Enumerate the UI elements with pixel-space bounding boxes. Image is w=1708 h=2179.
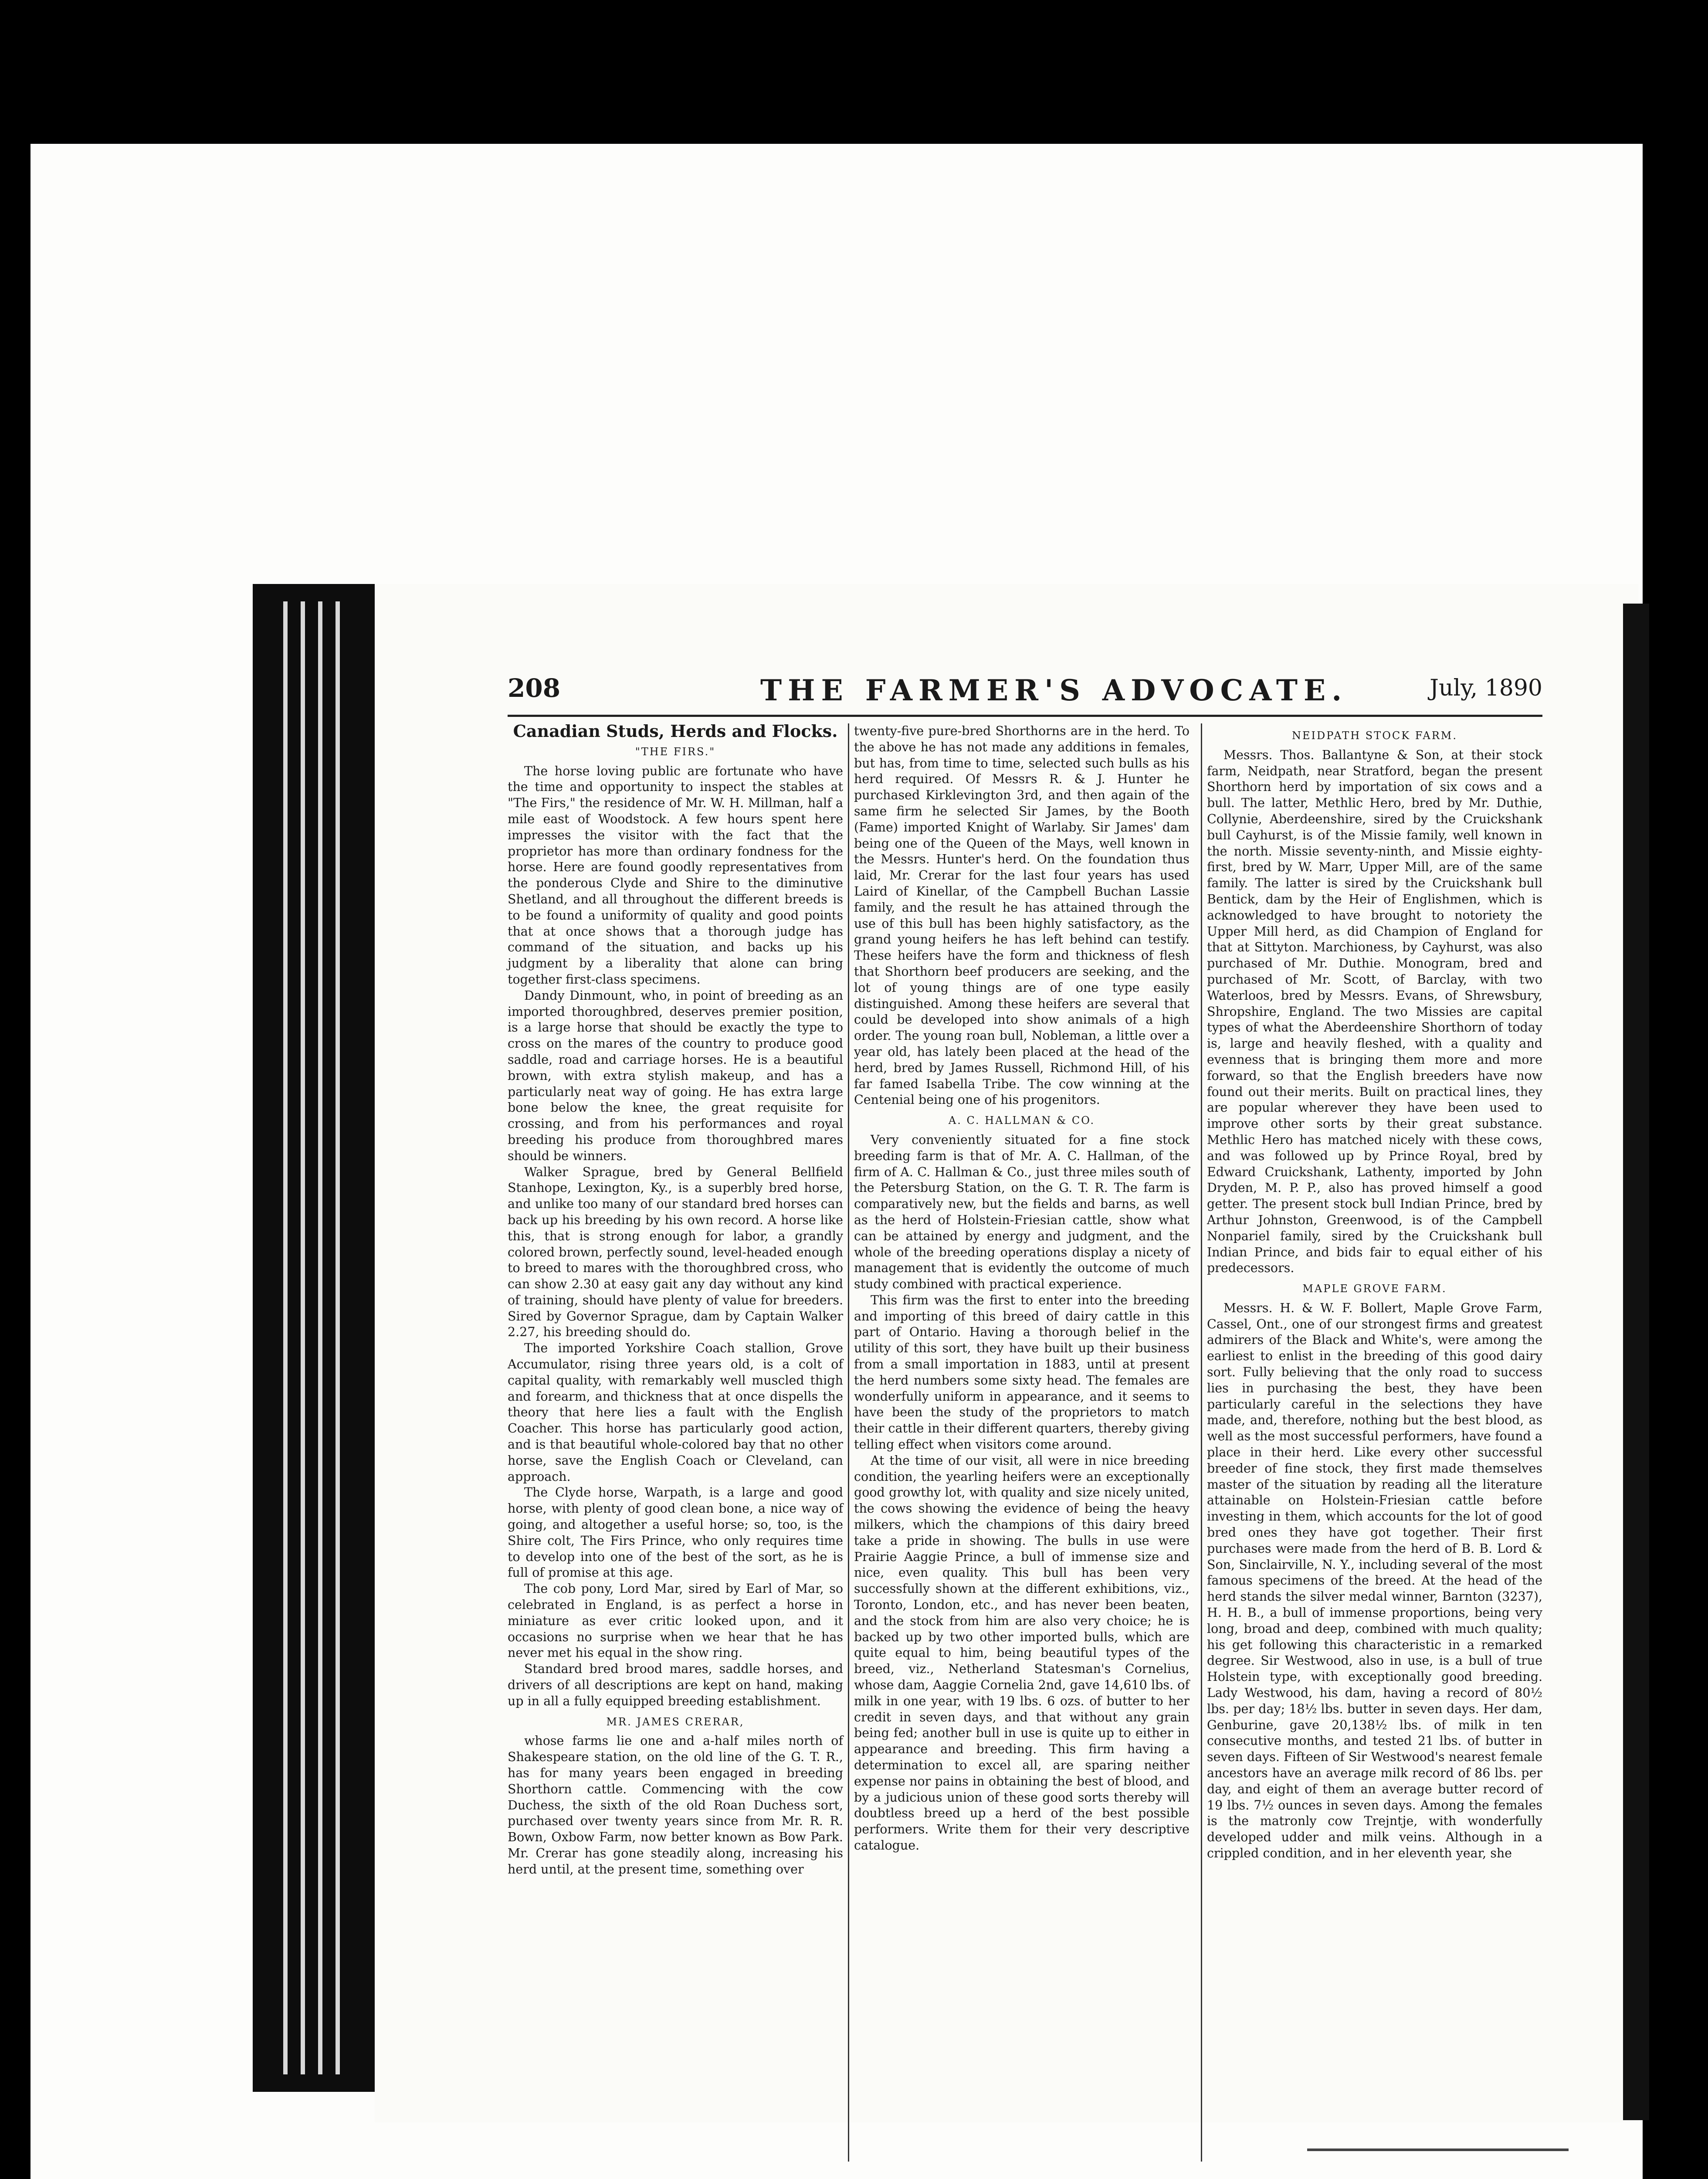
column-3: [1207, 723, 1542, 1862]
article-paragraph: The horse loving public are fortunate who have the time and opportunity to inspect the stables at "The Firs," the residence of Mr. W. H. Millman, half a mile east of Woodstock. A few hours spent here impresses the visitor with the fact that the proprietor has more than ordinary fondness for the horse. Here are found goodly representatives from the ponderous Clyde and Shire to the diminutive Shetland, and all throughout the different breeds is to be found a uniformity of quality and good points that at once shows that a thorough judge has command of the situation, and backs up his judgment by a liberality that alone can bring together first-class specimens.: [508, 764, 843, 987]
subhead-the-firs: "THE FIRS.": [635, 745, 716, 758]
column-rule: [1201, 723, 1202, 2162]
article-paragraph: At the time of our visit, all were in nice breeding condition, the yearling heifers were an exceptionally good growthy lot, with quality and size nicely united, the cows showing the evidence of being the heavy milkers, which the champions of this dairy breed take a pride in showing. The bulls in use were Prairie Aaggie Prince, a bull of immense size and nice, even quality. This bull has been very successfully shown at the different exhibitions, viz., Toronto, London, etc., and has never been beaten, and the stock from him are also very choice; he is backed up by two other imported bulls, which are quite equal to him, being beautiful types of the breed, viz., Netherland Statesman's Cornelius, whose dam, Aaggie Cornelia 2nd, gave 14,610 lbs. of milk in one year, with 19 lbs. 6 ozs. of butter to her credit in seven days, and that without any grain being fed; another bull in use is quite up to either in appearance and breeding. This firm having a determination to excel all, are sparing neither expense nor pains in obtaining the best of blood, and by a judicious union of these good sorts thereby will doubtless breed up a herd of the best possible performers. Write them for their very descriptive catalogue.: [854, 1453, 1190, 1853]
article-paragraph: Very conveniently situated for a fine stock breeding farm is that of Mr. A. C. Hallman, of the firm of A. C. Hallman & Co., just three miles south of the Petersburg Station, on the G. T. R. The farm is comparatively new, but the fields and barns, as well as the herd of Holstein-Friesian cattle, show what can be attained by energy and judgment, and the whole of the breeding operations display a nicety of management that is evidently the outcome of much study combined with practical experience.: [854, 1132, 1190, 1292]
article-paragraph: Messrs. Thos. Ballantyne & Son, at their stock farm, Neidpath, near Stratford, began the present Shorthorn herd by importation of six cows and a bull. The latter, Methlic Hero, bred by Mr. Duthie, Collynie, Aberdeenshire, sired by the Cruickshank bull Cayhurst, is of the Missie family, well known in the north. Missie seventy-ninth, and Missie eighty-first, bred by W. Marr, Upper Mill, are of the same family. The latter is sired by the Cruickshank bull Bentick, dam by the Heir of Englishmen, which is acknowledged to have brought to notoriety the Upper Mill herd, as did Champion of England for that at Sittyton. Marchioness, by Cayhurst, was also purchased of Mr. Duthie. Monogram, bred and purchased of Mr. Scott, of Barclay, with two Waterloos, bred by Messrs. Evans, of Shrewsbury, Shropshire, England. The two Missies are capital types of what the Aberdeenshire Shorthorn of today is, large and heavily fleshed, with a quality and evenness that is bringing them more and more forward, so that the English breeders have now found out their merits. Built on practical lines, they are popular wherever they have been used to improve other sorts by their great substance. Methlic Hero has matched nicely with these cows, and was followed up by Prince Royal, bred by Edward Cruickshank, Lathenty, imported by John Dryden, M. P. P., also has proved himself a good getter. The present stock bull Indian Prince, bred by Arthur Johnston, Greenwood, is of the Campbell Nonpariel family, sired by the Cruickshank bull Indian Prince, and bids fair to equal either of his predecessors.: [1207, 747, 1542, 1276]
article-paragraph: The imported Yorkshire Coach stallion, Grove Accumulator, rising three years old, is a colt of capital quality, with remarkably well muscled thigh and forearm, and thickness that at once dispells the theory that here lies a fault with the English Coacher. This horse has particularly good action, and is that beautiful whole-colored bay that no other horse, save the English Coach or Cleveland, can approach.: [508, 1341, 843, 1484]
article-paragraph: twenty-five pure-bred Shorthorns are in the herd. To the above he has not made any additions in females, but has, from time to time, selected such bulls as his herd required. Of Messrs R. & J. Hunter he purchased Kirklevington 3rd, and then again of the same firm he selected Sir James, by the Booth (Fame) imported Knight of Warlaby. Sir James' dam being one of the Queen of the Mays, well known in the Messrs. Hunter's herd. On the foundation thus laid, Mr. Crerar for the last four years has used Laird of Kinellar, of the Campbell Buchan Lassie family, and the result he has attained through the use of this bull has been highly satisfactory, as the grand young heifers he has left behind can testify. These heifers have the form and thickness of flesh that Shorthorn beef producers are seeking, and the lot of young things are of one type easily distinguished. Among these heifers are several that could be developed into show animals of a high order. The young roan bull, Nobleman, a little over a year old, has lately been placed at the head of the herd, bred by James Russell, Richmond Hill, of his far famed Isabella Tribe. The cow winning at the Centenial being one of his progenitors.: [854, 724, 1190, 1107]
article-paragraph: Standard bred brood mares, saddle horses, and drivers of all descriptions are kept on hand, making up in all a fully equipped breeding establishment.: [508, 1662, 843, 1708]
page-header: [508, 673, 1542, 713]
column-rule: [848, 723, 849, 2162]
book-spine: [253, 584, 383, 2092]
column-2: [854, 723, 1190, 1854]
page-bottom-rule: [1307, 2148, 1569, 2151]
section-title: Canadian Studs, Herds and Flocks.: [513, 721, 838, 741]
article-paragraph: The cob pony, Lord Mar, sired by Earl of Mar, so celebrated in England, is as perfect a horse in miniature as ever critic looked upon, and it occasions no surprise when we hear that he has never met his equal in the show ring.: [508, 1582, 843, 1660]
header-rule: [508, 715, 1542, 717]
article-paragraph: Messrs. H. & W. F. Bollert, Maple Grove Farm, Cassel, Ont., one of our strongest firms and greatest admirers of the Black and White's, were among the earliest to enlist in the breeding of this good dairy sort. Fully believing that the only road to success lies in purchasing the best, they have been particularly careful in the selections they have made, and, therefore, nothing but the best blood, as well as the most successful performers, have found a place in their herd. Like every other successful breeder of fine stock, they first made themselves master of the situation by reading all the literature attainable on Holstein-Friesian cattle before investing in them, which accounts for the lot of good bred ones they have got together. Their first purchases were made from the herd of B. B. Lord & Son, Sinclairville, N. Y., including several of the most famous specimens of the breed. At the head of the herd stands the silver medal winner, Barnton (3237), H. H. B., a bull of immense proportions, being very long, broad and deep, combined with much quality; his get following this characteristic in a remarked degree. Sir Westwood, also in use, is a bull of true Holstein type, with exceptionally good breeding. Lady Westwood, his dam, having a record of 80½ lbs. per day; 18½ lbs. butter in seven days. Her dam, Genburine, gave 20,138½ lbs. of milk in ten consecutive months, and tested 21 lbs. of butter in seven days. Fifteen of Sir Westwood's nearest female ancestors have an average milk record of 86 lbs. per day, and eight of them an average butter record of 19 lbs. 7½ ounces in seven days. Among the females is the matronly cow Trejntje, with wonderfully developed udder and milk veins. Although in a crippled condition, and in her eleventh year, she: [1207, 1300, 1542, 1860]
article-paragraph: The Clyde horse, Warpath, is a large and good horse, with plenty of good clean bone, a nice way of going, and altogether a useful horse; so, too, is the Shire colt, The Firs Prince, who only requires time to develop into one of the best of the sort, as he is full of promise at this age.: [508, 1485, 843, 1580]
article-paragraph: Dandy Dinmount, who, in point of breeding as an imported thoroughbred, deserves premier position, is a large horse that should be exactly the type to cross on the mares of the country to produce good saddle, road and carriage horses. He is a beautiful brown, with extra stylish makeup, and has a particularly neat way of going. He has extra large bone below the knee, the great requisite for crossing, and from his performances and royal breeding his produce from thoroughbred mares should be winners.: [508, 988, 843, 1163]
page-number: 208: [508, 673, 561, 703]
page-edge-line: [318, 601, 322, 2074]
page-edge-line: [336, 601, 340, 2074]
column-1: [508, 723, 843, 1878]
subhead-james-crerar: MR. JAMES CRERAR,: [606, 1715, 745, 1728]
subhead-maple-grove: MAPLE GROVE FARM.: [1302, 1283, 1447, 1295]
article-paragraph: This firm was the first to enter into the breeding and importing of this breed of dairy cattle in this part of Ontario. Having a thorough belief in the utility of this sort, they have built up their business from a small importation in 1883, until at present the herd numbers some sixty head. The females are wonderfully uniform in appearance, and it seems to have been the study of the proprietors to match their cattle in their different quarters, thereby giving telling effect when visitors come around.: [854, 1293, 1190, 1452]
issue-date: July, 1890: [1430, 675, 1542, 701]
page-edge-line: [283, 601, 288, 2074]
page-edge-right: [1623, 604, 1649, 2120]
article-paragraph: Walker Sprague, bred by General Bellfield Stanhope, Lexington, Ky., is a superbly bred horse, and unlike too many of our standard bred horses can back up his breeding by his own record. A horse like this, that is strong enough for labor, a grandly colored brown, perfectly sound, level-headed enough to breed to mares with the thoroughbred cross, who can show 2.30 at easy gait any day without any kind of training, should have plenty of value for breeders. Sired by Governor Sprague, dam by Captain Walker 2.27, his breeding should do.: [508, 1164, 843, 1340]
masthead-title: THE FARMER'S ADVOCATE.: [760, 673, 1348, 707]
page-edge-line: [301, 601, 305, 2074]
article-paragraph: whose farms lie one and a-half miles north of Shakespeare station, on the old line of the G. T. R., has for many years been engaged in breeding Shorthorn cattle. Commencing with the cow Duchess, the sixth of the old Roan Duchess sort, purchased over twenty years since from Mr. R. R. Bown, Oxbow Farm, now better known as Bow Park. Mr. Crerar has gone steadily along, increasing his herd until, at the present time, something over: [508, 1734, 843, 1877]
subhead-neidpath: NEIDPATH STOCK FARM.: [1292, 730, 1457, 742]
subhead-hallman: A. C. HALLMAN & CO.: [948, 1114, 1095, 1127]
